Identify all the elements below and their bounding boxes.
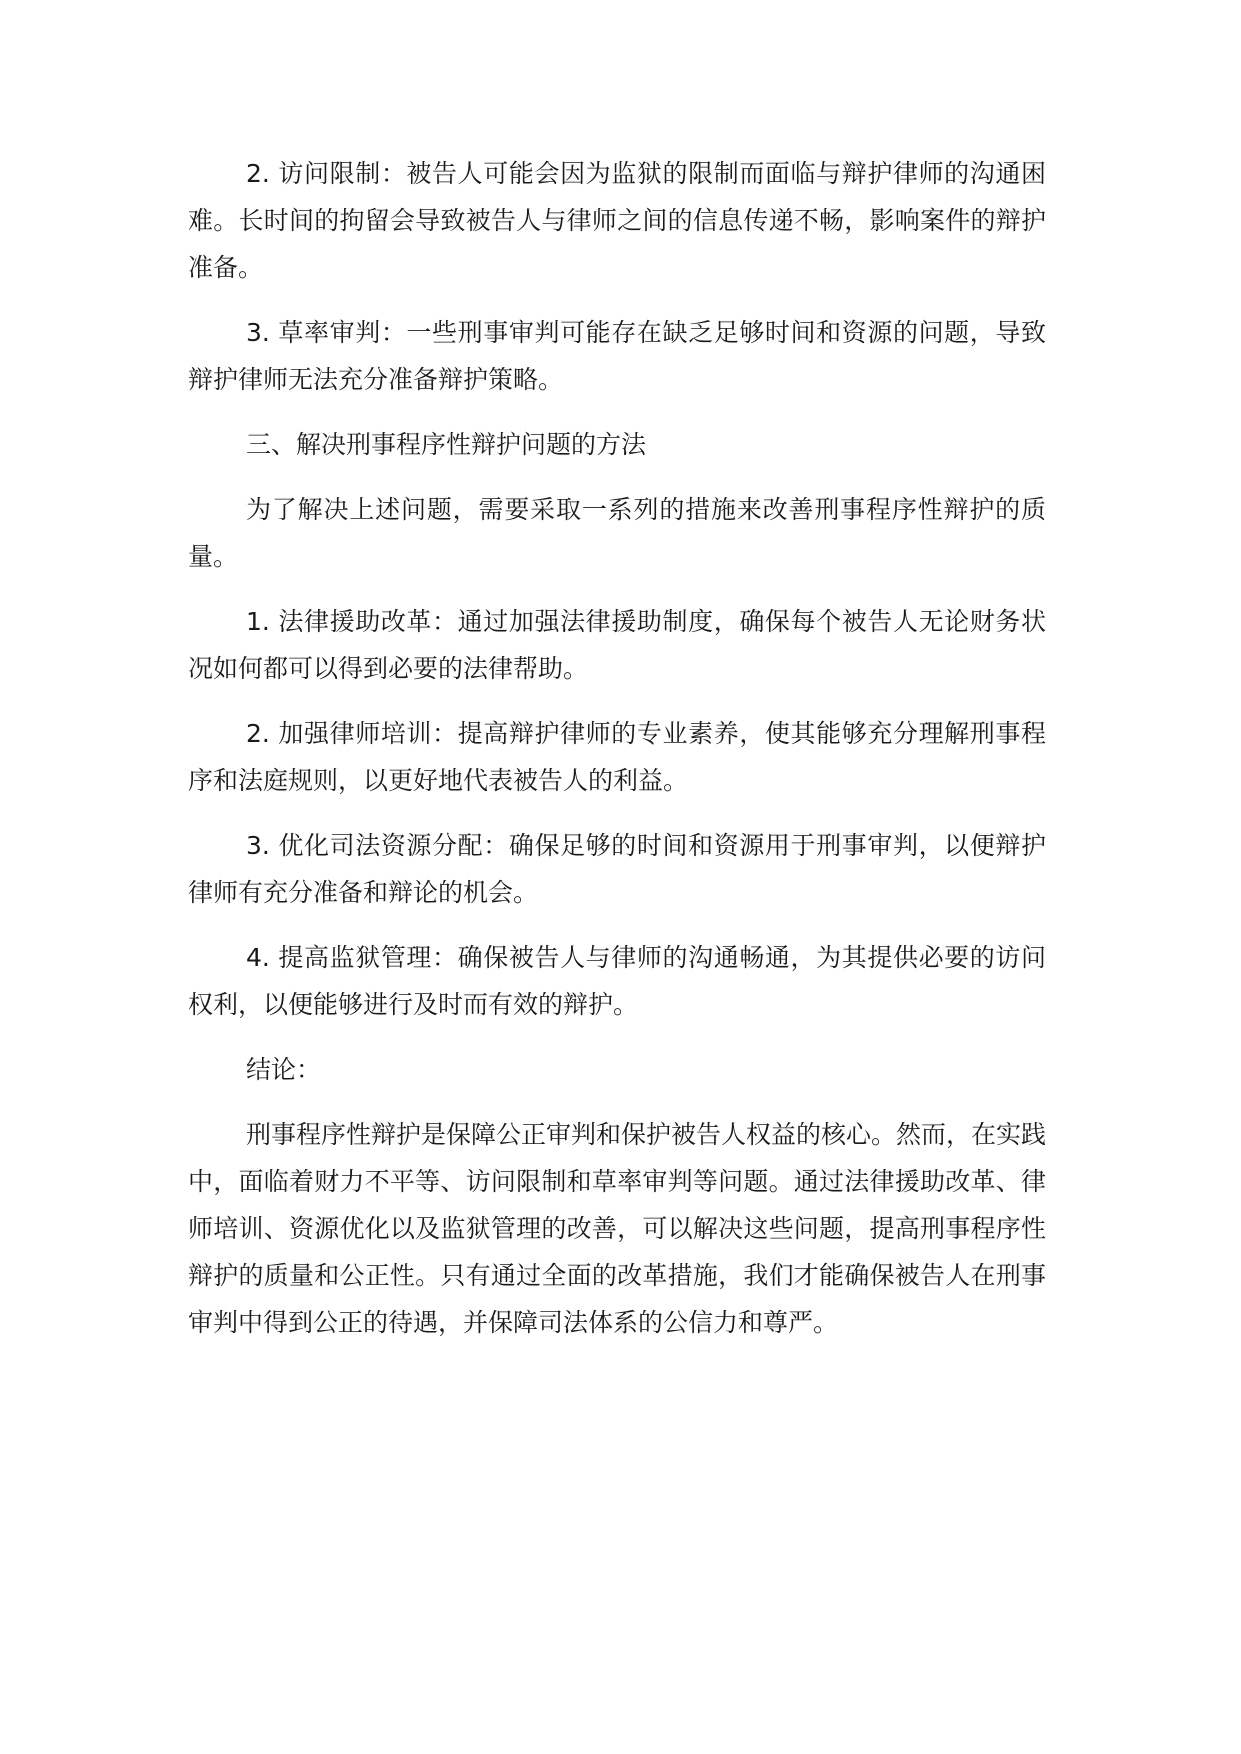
- paragraph-legal-aid-reform: 1. 法律援助改革：通过加强法律援助制度，确保每个被告人无论财务状况如何都可以得到必要的法律帮助。: [188, 607, 1046, 683]
- paragraph-hasty-trial: 3. 草率审判：一些刑事审判可能存在缺乏足够时间和资源的问题，导致辩护律师无法充分准备辩护策略。: [188, 318, 1046, 394]
- document-body: [188, 150, 1046, 1364]
- paragraph-solutions-intro: 为了解决上述问题，需要采取一系列的措施来改善刑事程序性辩护的质量。: [188, 495, 1046, 571]
- paragraph-prison-management: 4. 提高监狱管理：确保被告人与律师的沟通畅通，为其提供必要的访问权利，以便能够进行及时而有效的辩护。: [188, 943, 1046, 1019]
- section-heading-solutions: 三、解决刑事程序性辩护问题的方法: [246, 430, 647, 459]
- paragraph-conclusion: 刑事程序性辩护是保障公正审判和保护被告人权益的核心。然而，在实践中，面临着财力不平等、访问限制和草率审判等问题。通过法律援助改革、律师培训、资源优化以及监狱管理的改善，可以解决这些问题，提高刑事程序性辩护的质量和公正性。只有通过全面的改革措施，我们才能确保被告人在刑事审判中得到公正的待遇，并保障司法体系的公信力和尊严。: [188, 1120, 1047, 1337]
- paragraph-judicial-resources: 3. 优化司法资源分配：确保足够的时间和资源用于刑事审判，以便辩护律师有充分准备和辩论的机会。: [188, 831, 1046, 907]
- conclusion-heading: 结论：: [246, 1055, 322, 1084]
- paragraph-lawyer-training: 2. 加强律师培训：提高辩护律师的专业素养，使其能够充分理解刑事程序和法庭规则，以更好地代表被告人的利益。: [188, 719, 1046, 795]
- paragraph-access-restriction: 2. 访问限制：被告人可能会因为监狱的限制而面临与辩护律师的沟通困难。长时间的拘留会导致被告人与律师之间的信息传递不畅，影响案件的辩护准备。: [188, 159, 1046, 282]
